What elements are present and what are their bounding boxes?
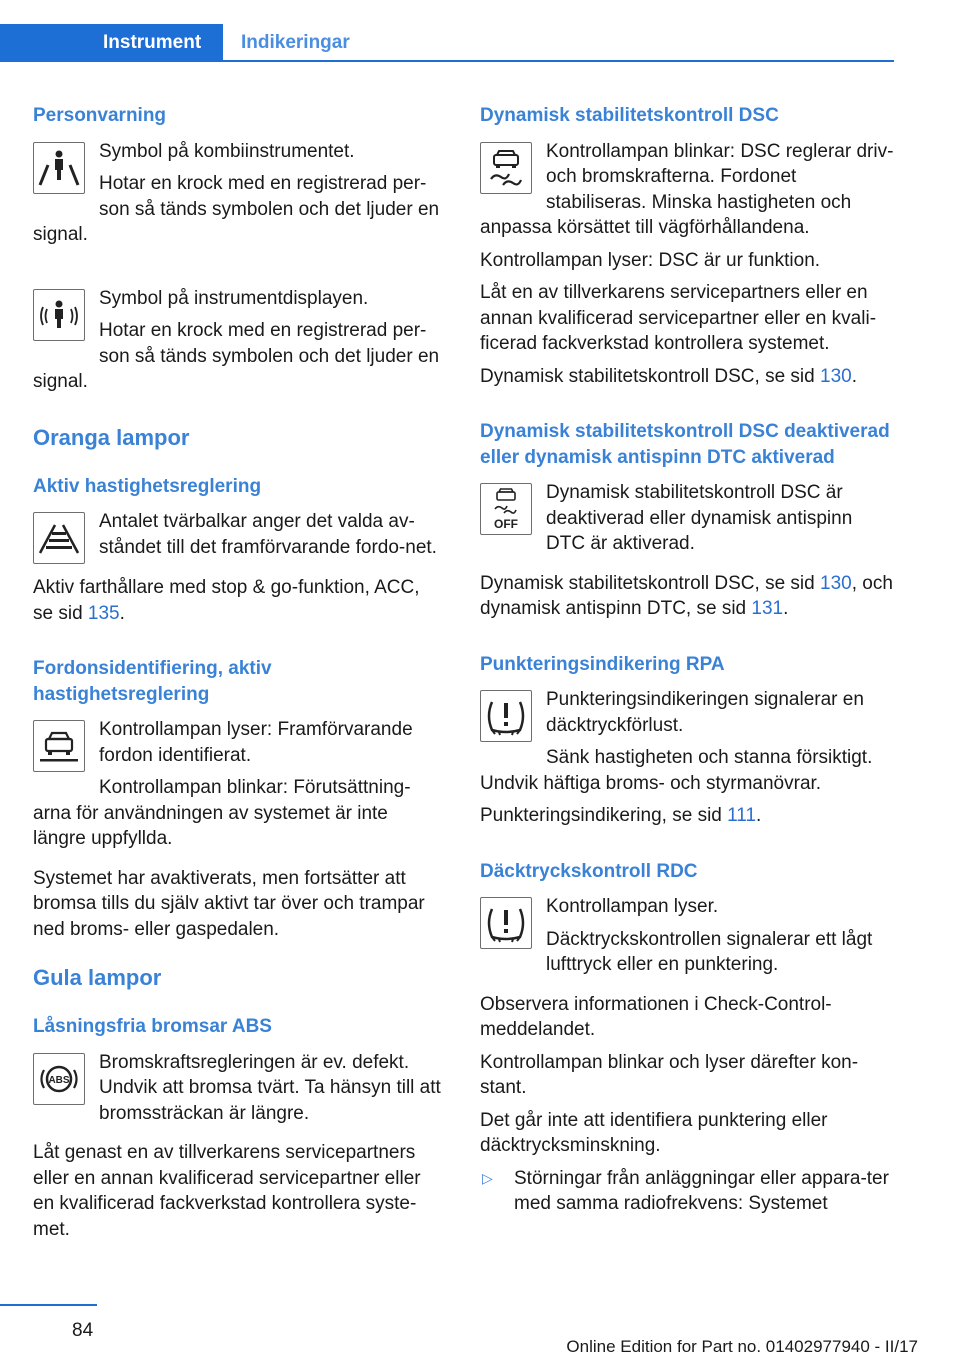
heading-aktiv-hastighetsreglering: Aktiv hastighetsreglering xyxy=(33,475,262,497)
dsc-text-3: Låt en av tillverkarens servicepartners eller en annan kvalificerad servicepartner eller en kvali-ficerad fackverkstad kontrollera systemet. xyxy=(480,282,877,354)
link-page-135[interactable]: 135 xyxy=(87,602,120,624)
abs-icon-label: ABS xyxy=(48,1074,70,1086)
fordonsidentifiering-text-1: Kontrollampan lyser: Framförvarande fordon identifierat. xyxy=(99,719,413,766)
entry-personvarning-kombi xyxy=(33,139,443,255)
pedestrian-display-icon xyxy=(33,289,85,341)
personvarning-kombi-text-2: Hotar en krock med en registrerad per-son så tänds symbolen och det ljuder en signal. xyxy=(33,173,440,245)
dsc-off-icon-label: OFF xyxy=(494,517,518,531)
dsc-skid-icon xyxy=(480,142,532,194)
entry-rpa xyxy=(480,687,895,796)
personvarning-display-text-1: Symbol på instrumentdisplayen. xyxy=(99,287,369,309)
heading-gula-lampor: Gula lampor xyxy=(33,965,162,990)
heading-abs: Låsningsfria bromsar ABS xyxy=(33,1016,272,1037)
entry-fordonsidentifiering xyxy=(33,717,443,859)
rdc-text-5: Det går inte att identifiera punktering eller däcktrycksminskning. xyxy=(480,1109,828,1156)
link-page-111[interactable]: 111 xyxy=(727,805,757,826)
abs-text-1: Bromskraftsregleringen är ev. defekt. Undvik att bromsa tvärt. Ta hänsyn till att bromssträckan är längre. xyxy=(99,1051,441,1124)
entry-dsc xyxy=(480,139,895,241)
dsc-off-reference: Dynamisk stabilitetskontroll DSC, se sid 130, och dynamisk antispinn DTC, se sid 131. xyxy=(480,572,893,619)
distance-bars-icon xyxy=(33,512,85,564)
dsc-off-reference-mid: , och dynamisk antispinn DTC, se sid xyxy=(480,572,893,619)
rdc-bullet-1-text: Störningar från anläggningar eller appara-ter med samma radiofrekvens: Systemet xyxy=(514,1167,889,1214)
link-page-130-b[interactable]: 130 xyxy=(820,572,852,594)
link-page-131[interactable]: 131 xyxy=(751,598,784,619)
rpa-text-1: Punkteringsindikeringen signalerar en däcktryckförlust. xyxy=(546,689,864,736)
footer-rule xyxy=(0,1304,97,1306)
edition-note: Online Edition for Part no. 01402977940 - II/17 xyxy=(566,1337,918,1356)
rpa-reference: Punkteringsindikering, se sid 111. xyxy=(480,805,762,826)
acc-reference: Aktiv farthållare med stop & go-funktion, ACC, se sid 135. xyxy=(33,577,420,624)
rdc-text-4: Kontrollampan blinkar och lyser därefter kon-stant. xyxy=(480,1051,859,1098)
heading-rpa: Punkteringsindikering RPA xyxy=(480,653,725,675)
tire-pressure-icon xyxy=(480,690,532,742)
heading-personvarning: Personvarning xyxy=(33,105,167,126)
dsc-off-reference-text: Dynamisk stabilitetskontroll DSC, se sid xyxy=(480,572,820,594)
rdc-text-1: Kontrollampan lyser. xyxy=(546,896,719,917)
entry-dsc-off xyxy=(480,480,895,564)
entry-acc xyxy=(33,509,443,568)
page-number: 84 xyxy=(72,1320,94,1341)
dsc-off-icon xyxy=(480,483,532,535)
dsc-text-2: Kontrollampan lyser: DSC är ur funktion. xyxy=(480,249,821,271)
rpa-text-2: Sänk hastigheten och stanna försiktigt. Undvik häftiga broms- och styrmanövrar. xyxy=(480,747,873,794)
right-column xyxy=(480,100,895,1217)
link-page-130[interactable]: 130 xyxy=(820,365,852,387)
personvarning-display-text-2: Hotar en krock med en registrerad per-son så tänds symbolen och det ljuder en signal. xyxy=(33,320,440,392)
abs-icon xyxy=(33,1053,85,1105)
rdc-bullet-1 xyxy=(480,1166,895,1217)
tire-pressure-icon-rdc xyxy=(480,897,532,949)
dsc-text-1: Kontrollampan blinkar: DSC reglerar driv- och bromskrafterna. Fordonet stabiliseras. Minska hastigheten och anpassa körsättet till vägförhållandena. xyxy=(480,140,894,238)
heading-dsc: Dynamisk stabilitetskontroll DSC xyxy=(480,105,779,126)
triangle-bullet-icon: ▷ xyxy=(482,1169,493,1186)
vehicle-detected-icon xyxy=(33,720,85,772)
heading-dsc-off: Dynamisk stabilitetskontroll DSC deaktiverad eller dynamisk antispinn DTC aktiverad xyxy=(480,421,890,468)
heading-oranga-lampor: Oranga lampor xyxy=(33,424,190,450)
pedestrian-warning-icon xyxy=(33,142,85,194)
entry-abs xyxy=(33,1050,443,1134)
abs-text-2: Låt genast en av tillverkarens servicepartners eller en annan kvalificerad servicepartner eller en kvalificerad fackverkstad kontrollera syste-met. xyxy=(33,1142,421,1240)
acc-text-1: Antalet tvärbalkar anger det valda av-ståndet till det framförvarande fordo-net. xyxy=(99,511,437,558)
entry-rdc xyxy=(480,894,895,985)
dsc-reference: Dynamisk stabilitetskontroll DSC, se sid 130. xyxy=(480,365,857,387)
tab-indikeringar[interactable]: Indikeringar xyxy=(241,32,350,53)
rdc-text-2: Däcktryckskontrollen signalerar ett lågt lufttryck eller en punktering. xyxy=(546,928,873,975)
left-column xyxy=(33,100,443,1249)
entry-personvarning-display xyxy=(33,286,443,402)
fordonsidentifiering-text-2: Kontrollampan blinkar: Förutsättning-arna för användningen av systemet är inte längre uppfyllda. xyxy=(33,777,411,849)
fordonsidentifiering-text-3: Systemet har avaktiverats, men fortsätter att bromsa tills du själv aktivt tar över och trampar ned broms- eller gaspedalen. xyxy=(33,867,425,940)
dsc-off-text-1: Dynamisk stabilitetskontroll DSC är deaktiverad eller dynamisk antispinn DTC är aktiverad. xyxy=(546,482,853,554)
rdc-text-3: Observera informationen i Check-Control-meddelandet. xyxy=(480,993,832,1040)
header-rule xyxy=(223,60,894,62)
heading-rdc: Däcktryckskontroll RDC xyxy=(480,860,698,882)
personvarning-kombi-text-1: Symbol på kombiinstrumentet. xyxy=(99,140,355,162)
dsc-reference-text: Dynamisk stabilitetskontroll DSC, se sid xyxy=(480,365,820,387)
heading-fordonsidentifiering: Fordonsidentifiering, aktiv hastighetsreglering xyxy=(33,658,272,705)
acc-reference-text: Aktiv farthållare med stop & go-funktion, ACC, se sid xyxy=(33,577,420,624)
rpa-reference-text: Punkteringsindikering, se sid xyxy=(480,805,728,826)
header-tabs xyxy=(0,24,894,62)
tab-instrument[interactable]: Instrument xyxy=(0,24,223,62)
